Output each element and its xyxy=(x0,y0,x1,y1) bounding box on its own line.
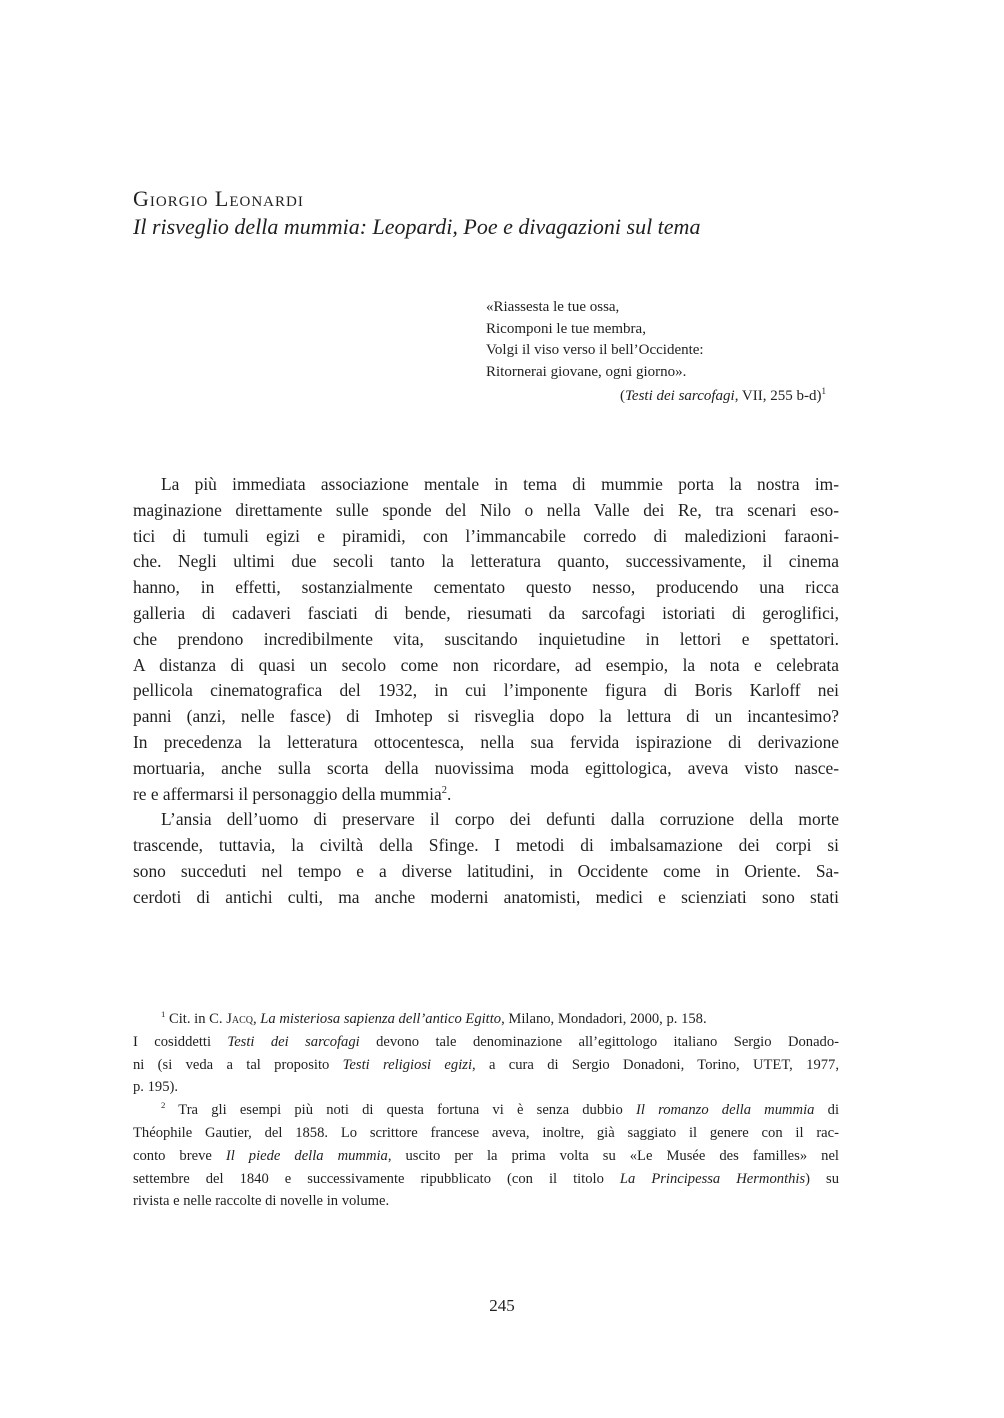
epigraph-line: «Riassesta le tue ossa, xyxy=(486,299,620,315)
epigraph-line: Ritornerai giovane, ogni giorno». xyxy=(486,363,687,380)
footnote-title: La misteriosa sapienza dell’antico Egitto xyxy=(260,1011,502,1027)
footnote-author: Jacq xyxy=(226,1011,253,1027)
body-line: mortuaria, anche sulla scorta della nuovissima moda egittologica, aveva visto nasce- xyxy=(133,757,839,778)
footnote-line: p. 195). xyxy=(133,1079,178,1096)
footnote-line xyxy=(133,1099,839,1122)
body-line: panni (anzi, nelle fasce) di Imhotep si risveglia dopo la lettura di un incantesimo? xyxy=(133,706,839,727)
footnote-ref: 2 xyxy=(441,784,447,796)
footnote-number: 2 xyxy=(161,1100,166,1111)
footnote-text: devono tale denominazione all’egittologo italiano Sergio Donado- xyxy=(359,1033,840,1050)
footnote-text: , a cura di Sergio Donadoni, Torino, UTET, 1977, xyxy=(472,1056,839,1073)
body-line: L’ansia dell’uomo di preservare il corpo dei defunti dalla corruzione della morte xyxy=(161,809,839,830)
epigraph-line: Ricomponi le tue membra, xyxy=(486,320,646,337)
source-title: Testi dei sarcofagi xyxy=(624,388,735,404)
footnotes xyxy=(133,1008,839,1213)
article-title: Il risveglio della mummia: Leopardi, Poe e divagazioni sul tema xyxy=(133,214,701,239)
body-line: In precedenza la letteratura ottocentesca, nella sua fervida ispirazione di derivazione xyxy=(133,731,839,752)
source-open: ( xyxy=(619,388,625,404)
epigraph xyxy=(486,297,826,408)
footnote-text: di xyxy=(814,1102,839,1119)
source-rest: , VII, 255 b-d) xyxy=(734,388,822,404)
footnote-text: I cosiddetti xyxy=(133,1033,228,1050)
footnote-text: ni (si veda a tal proposito xyxy=(133,1056,343,1073)
body-line: pellicola cinematografica del 1932, in cui l’imponente figura di Boris Karloff nei xyxy=(133,680,839,701)
body-line-end: . xyxy=(446,783,452,804)
page-number: 245 xyxy=(489,1296,515,1315)
footnote-text: ) su xyxy=(805,1170,839,1187)
footnote-text: , uscito per la prima volta su «Le Musée des familles» nel xyxy=(387,1147,839,1164)
footnote-text: , xyxy=(253,1011,261,1027)
footnote-title: Testi religiosi egizi xyxy=(342,1056,472,1073)
body-line: A distanza di quasi un secolo come non ricordare, ad esempio, la nota e celebrata xyxy=(133,654,839,675)
footnote-title: Il piede della mummia xyxy=(225,1147,388,1164)
body-line: hanno, in effetti, sostanzialmente cementato questo nesso, producendo una ricca xyxy=(133,577,839,598)
author-name: Giorgio Leonardi xyxy=(133,186,304,211)
footnote-ref: 1 xyxy=(821,386,826,396)
body-text xyxy=(133,472,839,911)
footnote-title: Testi dei sarcofagi xyxy=(227,1033,360,1050)
body-line: maginazione direttamente sulle sponde del Nilo o nella Valle dei Re, tra scenari eso- xyxy=(133,499,839,520)
footnote-number: 1 xyxy=(161,1009,166,1020)
footnote-line xyxy=(133,1008,839,1031)
footnote-line xyxy=(133,1168,839,1191)
footnote-line: Théophile Gautier, del 1858. Lo scrittore francese aveva, inoltre, già saggiato il genere con il rac- xyxy=(133,1124,839,1141)
body-line: tici di tumuli egizi e piramidi, con l’immancabile corredo di maledizioni faraoni- xyxy=(133,525,839,546)
footnote-title: La Principessa Hermonthis xyxy=(619,1170,806,1187)
body-line-text: re e affermarsi il personaggio della mummia xyxy=(133,783,442,804)
body-line: sono succeduti nel tempo e a diverse latitudini, in Occidente come in Oriente. Sa- xyxy=(133,860,839,881)
body-line: cerdoti di antichi culti, ma anche moderni anatomisti, medici e scienziati sono stati xyxy=(133,886,839,907)
footnote-line xyxy=(133,1031,839,1054)
footnote-line xyxy=(133,1054,839,1077)
footnote-line: rivista e nelle raccolte di novelle in volume. xyxy=(133,1193,390,1210)
body-line xyxy=(133,782,839,808)
footnote-text: , Milano, Mondadori, 2000, p. 158. xyxy=(501,1011,707,1027)
footnote-line xyxy=(133,1145,839,1168)
footnote-text: Cit. in C. xyxy=(165,1011,227,1027)
footnote-text: Tra gli esempi più noti di questa fortuna vi è senza dubbio xyxy=(165,1102,636,1119)
epigraph-line: Volgi il viso verso il bell’Occidente: xyxy=(486,342,704,358)
body-line: che. Negli ultimi due secoli tanto la letteratura quanto, successivamente, il cinema xyxy=(133,551,839,572)
body-line: La più immediata associazione mentale in tema di mummie porta la nostra im- xyxy=(161,474,839,494)
footnote-text: conto breve xyxy=(133,1147,226,1164)
footnote-text: settembre del 1840 e successivamente ripubblicato (con il titolo xyxy=(133,1170,620,1187)
body-line: trascende, tuttavia, la civiltà della Sfinge. I metodi di imbalsamazione dei corpi si xyxy=(133,835,839,856)
epigraph-source xyxy=(486,386,826,408)
body-line: che prendono incredibilmente vita, suscitando inquietudine in lettori e spettatori. xyxy=(133,628,839,649)
body-line: galleria di cadaveri fasciati di bende, riesumati da sarcofagi istoriati di geroglifici, xyxy=(133,602,839,623)
footnote-title: Il romanzo della mummia xyxy=(635,1102,815,1119)
